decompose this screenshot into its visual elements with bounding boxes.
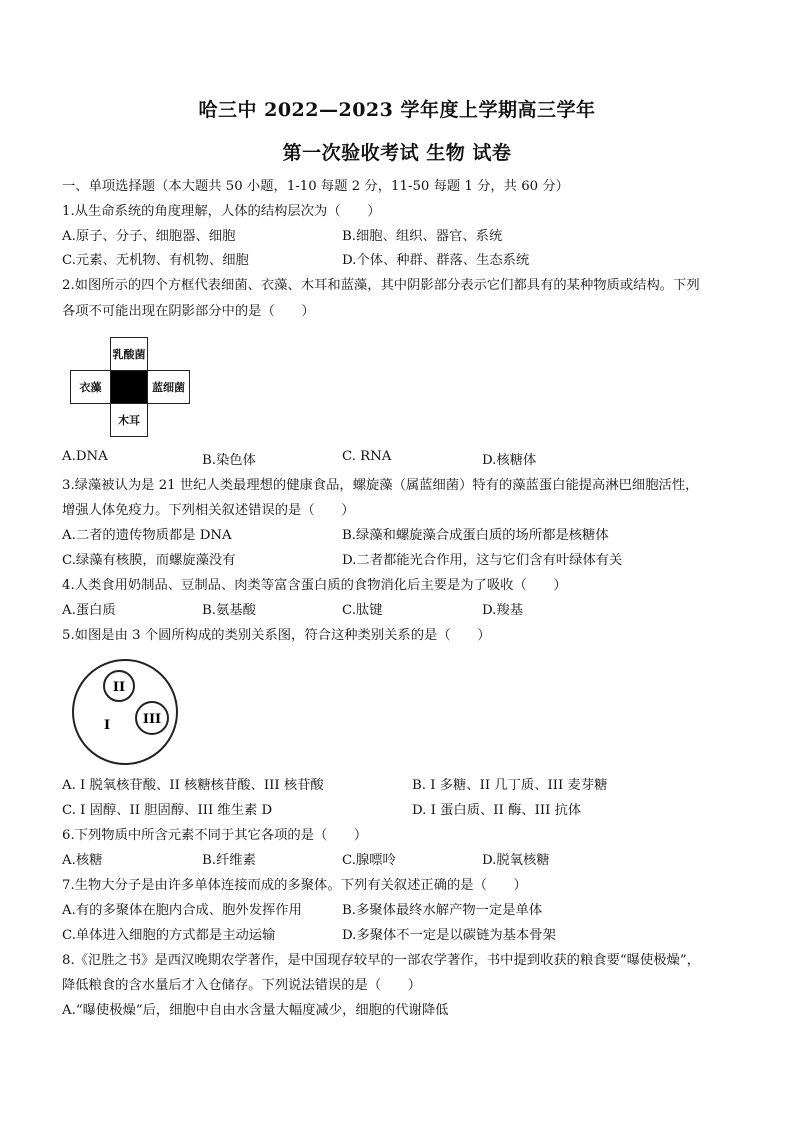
question-7-stem: 7.生物大分子是由许多单体连接而成的多聚体。下列有关叙述正确的是（ ） <box>62 878 527 893</box>
q3-option-b: B.绿藻和螺旋藻合成蛋白质的场所都是核糖体 <box>342 528 609 543</box>
q1-option-d: D.个体、种群、群落、生态系统 <box>342 253 530 268</box>
q7-option-a: A.有的多聚体在胞内合成、胞外发挥作用 <box>62 903 302 918</box>
question-1-stem: 1.从生命系统的角度理解，人体的结构层次为（ ） <box>62 204 381 219</box>
box-right: 蓝细菌 <box>147 370 190 404</box>
section-heading: 一、单项选择题（本大题共 50 小题，1-10 每题 2 分，11-50 每题 1 分，共 60 分） <box>62 179 569 194</box>
label-inner-2: III <box>142 712 162 727</box>
question-3-stem-line2: 增强人体免疫力。下列相关叙述错误的是（ ） <box>62 503 355 518</box>
circle-outer <box>73 660 177 764</box>
q1-option-a: A.原子、分子、细胞器、细胞 <box>62 229 236 244</box>
q2-option-d: D.核糖体 <box>482 453 537 468</box>
q5-option-d: D. I 蛋白质、II 酶、III 抗体 <box>412 803 582 818</box>
box-bottom: 木耳 <box>110 403 148 437</box>
q5-option-c: C. I 固醇、II 胆固醇、III 维生素 D <box>62 803 273 818</box>
q5-circle-diagram <box>70 657 180 767</box>
q8-option-a: A.“曝使极燥”后，细胞中自由水含量大幅度减少，细胞的代谢降低 <box>62 1003 449 1018</box>
q3-option-a: A.二者的遗传物质都是 DNA <box>62 528 232 543</box>
q6-option-a: A.核糖 <box>62 853 103 868</box>
q6-option-d: D.脱氧核糖 <box>482 853 550 868</box>
q2-option-a: A.DNA <box>62 449 108 464</box>
question-8-stem-line1: 8.《氾胜之书》是西汉晚期农学著作，是中国现存较早的一部农学著作，书中提到收获的粮食要“曝使极燥”， <box>62 953 700 968</box>
box-top: 乳酸菌 <box>110 337 148 371</box>
q1-option-b: B.细胞、组织、器官、系统 <box>342 229 503 244</box>
q5-option-b: B. I 多糖、II 几丁质、III 麦芽糖 <box>412 778 608 793</box>
q6-option-c: C.腺嘌呤 <box>342 853 396 868</box>
q1-option-c: C.元素、无机物、有机物、细胞 <box>62 253 249 268</box>
shaded-center <box>110 370 148 404</box>
q7-option-b: B.多聚体最终水解产物一定是单体 <box>342 903 543 918</box>
question-4-stem: 4.人类食用奶制品、豆制品、肉类等富含蛋白质的食物消化后主要是为了吸收（ ） <box>62 578 567 593</box>
box-left: 衣藻 <box>70 370 111 404</box>
question-8-stem-line2: 降低粮食的含水量后才入仓储存。下列说法错误的是（ ） <box>62 978 422 993</box>
q2-cross-diagram <box>70 337 192 437</box>
exam-title-line1: 哈三中 2022—2023 学年度上学期高三学年 <box>198 99 596 121</box>
q3-option-c: C.绿藻有核膜，而螺旋藻没有 <box>62 553 236 568</box>
question-2-stem-line2: 各项不可能出现在阴影部分中的是（ ） <box>62 304 315 319</box>
q3-option-d: D.二者都能光合作用，这与它们含有叶绿体有关 <box>342 553 623 568</box>
q4-option-b: B.氨基酸 <box>202 603 256 618</box>
q2-option-b: B.染色体 <box>202 453 256 468</box>
label-outer: I <box>103 718 111 733</box>
q4-option-d: D.羧基 <box>482 603 524 618</box>
q2-option-c: C. RNA <box>342 449 392 464</box>
q4-option-a: A.蛋白质 <box>62 603 116 618</box>
q5-option-a: A. I 脱氧核苷酸、II 核糖核苷酸、III 核苷酸 <box>62 778 324 793</box>
exam-title-line2: 第一次验收考试 生物 试卷 <box>282 142 512 164</box>
q6-option-b: B.纤维素 <box>202 853 256 868</box>
q7-option-d: D.多聚体不一定是以碳链为基本骨架 <box>342 928 556 943</box>
q7-option-c: C.单体进入细胞的方式都是主动运输 <box>62 928 276 943</box>
label-inner-1: II <box>112 680 126 695</box>
question-3-stem-line1: 3.绿藻被认为是 21 世纪人类最理想的健康食品，螺旋藻（属蓝细菌）特有的藻蓝蛋白能提高淋巴细胞活性， <box>62 478 699 493</box>
q4-option-c: C.肽键 <box>342 603 383 618</box>
question-6-stem: 6.下列物质中所含元素不同于其它各项的是（ ） <box>62 828 368 843</box>
question-5-stem: 5.如图是由 3 个圆所构成的类别关系图，符合这种类别关系的是（ ） <box>62 628 491 643</box>
question-2-stem-line1: 2.如图所示的四个方框代表细菌、衣藻、木耳和蓝藻，其中阴影部分表示它们都具有的某种物质或结构。下列 <box>62 278 700 293</box>
